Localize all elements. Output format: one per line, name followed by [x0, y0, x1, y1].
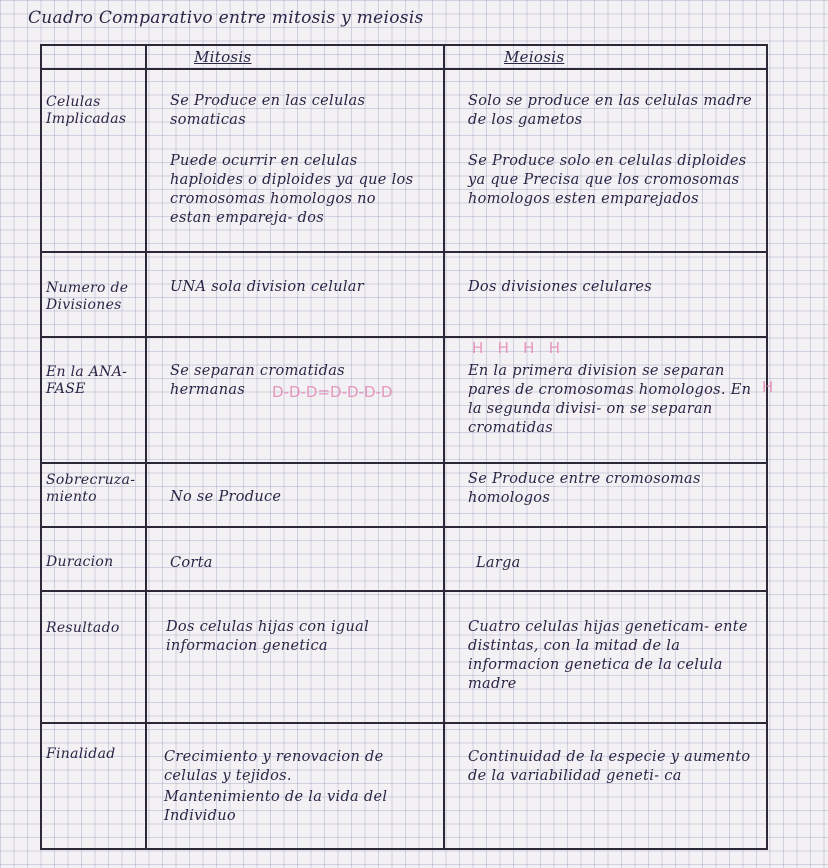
- mitosis-cell: UNA sola division celular: [170, 279, 364, 295]
- row-divider: [42, 590, 766, 592]
- mitosis-cell: No se Produce: [170, 489, 282, 505]
- row-label-sobrecruzamiento: Sobrecruza-miento: [46, 472, 136, 505]
- mitosis-cell: Se separan cromatidas hermanas: [170, 363, 345, 398]
- column-divider: [443, 46, 445, 848]
- row-divider: [42, 722, 766, 724]
- meiosis-cell: Se Produce entre cromosomas homologos: [468, 471, 701, 506]
- comparison-table: [40, 44, 774, 850]
- mitosis-cell: Dos celulas hijas con igual informacion genetica: [166, 619, 370, 654]
- row-divider: [42, 526, 766, 528]
- meiosis-cell: Solo se produce en las celulas madre de los gametos: [468, 93, 753, 128]
- meiosis-cell: Larga: [476, 555, 521, 571]
- row-divider: [42, 336, 766, 338]
- mitosis-cell: Mantenimiento de la vida del Individuo: [164, 789, 388, 824]
- meiosis-cell: Se Produce solo en celulas diploides ya que Precisa que los cromosomas homologos esten emparejados: [468, 153, 747, 207]
- mitosis-cell: Puede ocurrir en celulas haploides o diploides ya que los cromosomas homologos no estan empareja- dos: [170, 153, 414, 226]
- row-divider: [42, 251, 766, 253]
- row-label-finalidad: Finalidad: [46, 746, 116, 762]
- meiosis-cell: Cuatro celulas hijas geneticam- ente distintas, con la mitad de la informacion genetica de la celula madre: [468, 619, 748, 692]
- column-header-meiosis: Meiosis: [504, 48, 565, 66]
- mitosis-cell: Se Produce en las celulas somaticas: [170, 93, 366, 128]
- row-label-anafase: En la ANA-FASE: [46, 364, 128, 397]
- row-label-duracion: Duracion: [46, 554, 114, 570]
- meiosis-cell: Dos divisiones celulares: [468, 279, 653, 295]
- row-divider: [42, 68, 766, 70]
- mitosis-cell: Crecimiento y renovacion de celulas y tejidos.: [164, 749, 384, 784]
- meiosis-cell: Continuidad de la especie y aumento de la variabilidad geneti- ca: [468, 749, 751, 784]
- meiosis-cell: En la primera division se separan pares de cromosomas homologos. En la segunda divisi- on se separan cromatidas: [468, 363, 752, 436]
- mitosis-cell: Corta: [170, 555, 213, 571]
- bleed-through-mark: D-D-D=D-D-D-D: [272, 383, 393, 401]
- bleed-through-mark: H: [762, 378, 774, 396]
- row-label-divisiones: Numero de Divisiones: [46, 280, 129, 313]
- column-divider: [145, 46, 147, 848]
- row-label-resultado: Resultado: [46, 620, 120, 636]
- row-divider: [42, 462, 766, 464]
- row-label-celulas: Celulas Implicadas: [46, 94, 127, 127]
- page-title: Cuadro Comparativo entre mitosis y meiosis: [28, 8, 424, 28]
- column-header-mitosis: Mitosis: [194, 48, 252, 66]
- bleed-through-mark: H H H H: [472, 339, 561, 357]
